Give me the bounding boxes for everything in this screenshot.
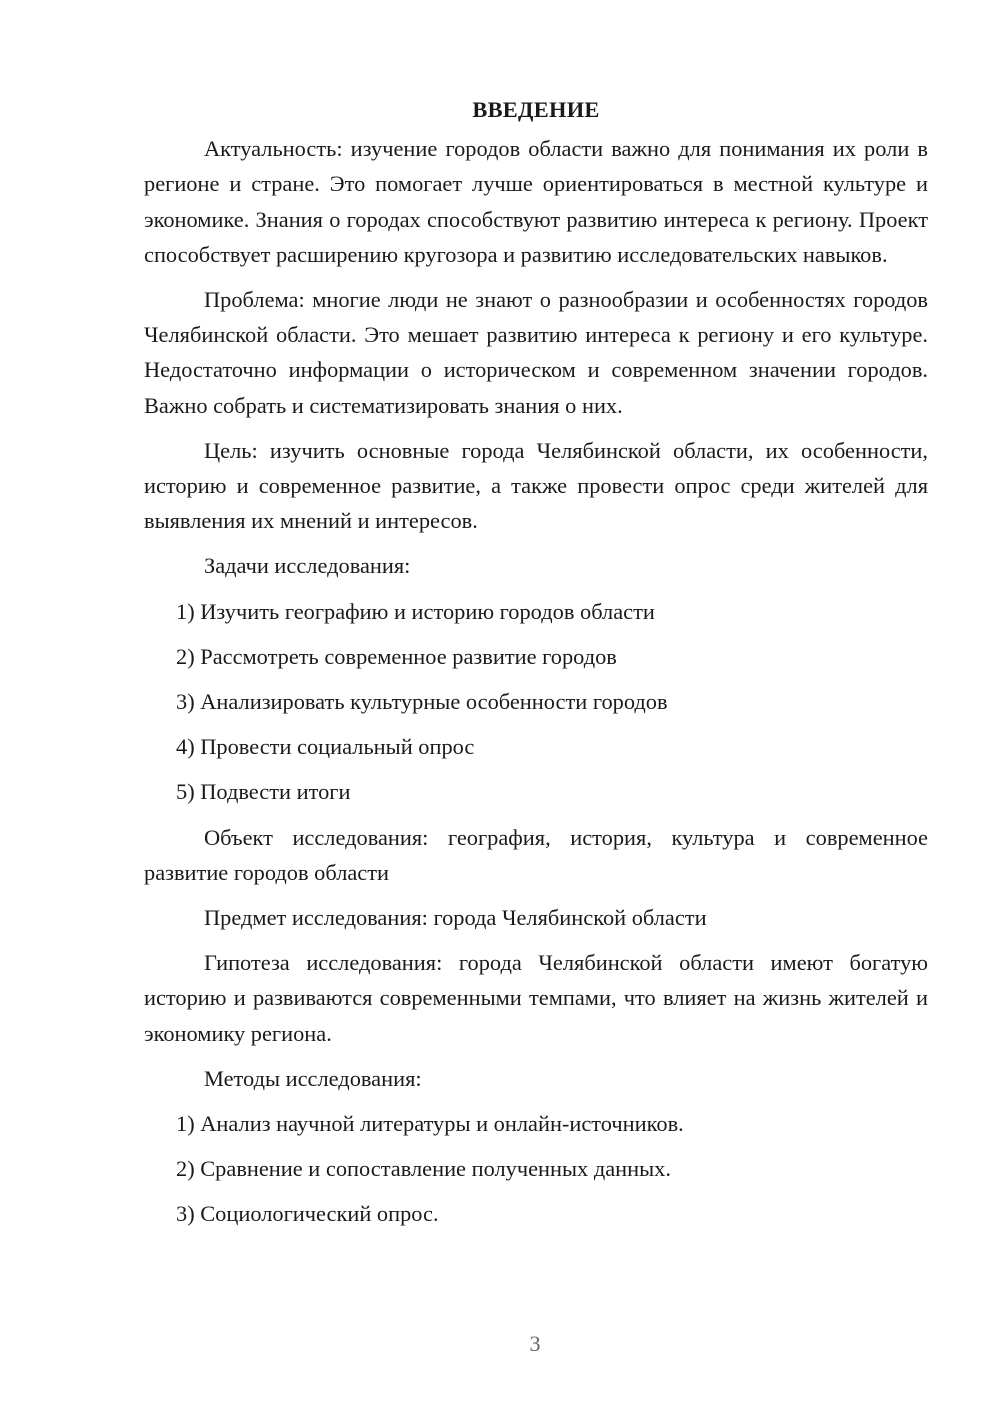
hypothesis-paragraph: Гипотеза исследования: города Челябинской области имеют богатую историю и развиваются современными темпами, что влияет на жизнь жителей и экономику региона. [144,950,928,1046]
goal-paragraph: Цель: изучить основные города Челябинской области, их особенности, историю и современное развитие, а также провести опрос среди жителей для выявления их мнений и интересов. [144,437,928,534]
methods-list [144,1106,928,1232]
methods-heading: Методы исследования: [204,1065,422,1091]
task-item: 1) Изучить географию и историю городов области [176,598,655,624]
object-paragraph: Объект исследования: география, история, культура и современное развитие городов области [144,824,928,885]
method-item: 1) Анализ научной литературы и онлайн-источников. [176,1111,684,1137]
task-item: 5) Подвести итоги [176,779,351,805]
problem-paragraph: Проблема: многие люди не знают о разнообразии и особенностях городов Челябинской области. Это мешает развитию интереса к региону и его культуре. Недостаточно информации о историческом и современном значении городов. Важно собрать и систематизировать знания о них. [144,287,928,418]
page-number: 3 [529,1331,541,1356]
tasks-list [144,594,928,810]
relevance-paragraph: Актуальность: изучение городов области важно для понимания их роли в регионе и стране. Это помогает лучше ориентироваться в местной культуре и экономике. Знания о городах способствуют развитию интереса к региону. Проект способствует расширению кругозора и развитию исследовательских навыков. [144,136,928,267]
subject-paragraph: Предмет исследования: города Челябинской области [204,905,707,931]
task-item: 2) Рассмотреть современное развитие городов [176,643,617,669]
section-title: ВВЕДЕНИЕ [472,97,600,122]
method-item: 2) Сравнение и сопоставление полученных данных. [176,1156,671,1182]
tasks-heading: Задачи исследования: [204,553,411,579]
method-item: 3) Социологический опрос. [176,1201,439,1227]
document-page [144,92,928,1242]
task-item: 4) Провести социальный опрос [176,734,475,760]
task-item: 3) Анализировать культурные особенности городов [176,689,668,715]
